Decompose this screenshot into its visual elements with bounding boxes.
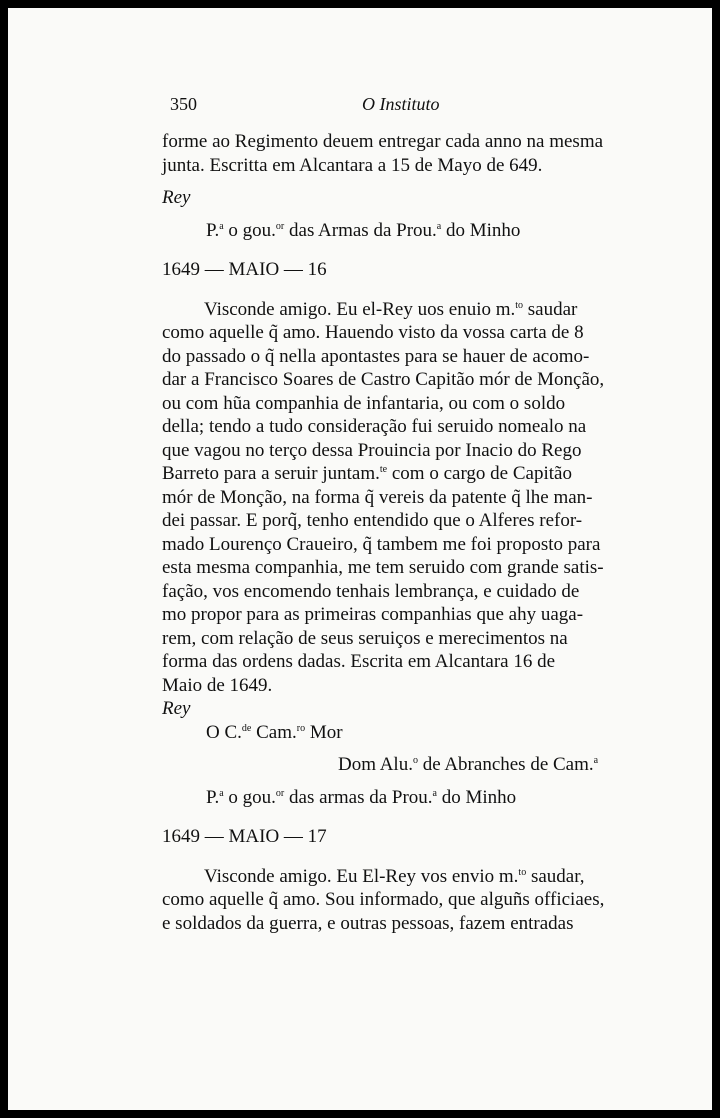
text-line: dar a Francisco Soares de Castro Capitão mór de Monção, (162, 369, 605, 390)
text-line: dei passar. E porq̃, tenho entendido que o Alferes refor- (162, 510, 583, 531)
text-line: junta. Escritta em Alcantara a 15 de Mayo de 649. (162, 154, 543, 176)
text-line: mór de Monção, na forma q̃ vereis da patente q̃ lhe man- (162, 486, 593, 508)
signatory-title: O C.$^{de}$ Cam.$^{ro}$ Mor (206, 721, 343, 743)
signatory-name: Dom Alu.$^o$ de Abranches de Cam.$^a$ (338, 754, 599, 775)
letter-date: 1649 — MAIO — 16 (162, 259, 327, 280)
page-number: 350 (170, 94, 197, 114)
body-text (162, 130, 640, 935)
signature-rey: Rey (162, 187, 191, 208)
text-line: ou com hũa companhia de infantaria, ou com o soldo (162, 392, 566, 414)
text-line: forma das ordens dadas. Escrita em Alcantara 16 de (162, 651, 556, 672)
text-line: como aquelle q̃ amo. Sou informado, que alguñs officiaes, (162, 889, 605, 910)
text-line: do passado o q̃ nella apontastes para se hauer de acomo- (162, 345, 590, 367)
running-title: O Instituto (362, 94, 440, 114)
text-line: fação, vos encomendo tenhais lembrança, e cuidado de (162, 580, 580, 602)
text-line: rem, com relação de seus seruiços e merecimentos na (162, 627, 568, 649)
text-line: mo propor para as primeiras companhias que ahy uaga- (162, 604, 584, 625)
page-header (170, 94, 650, 122)
letter-date: 1649 — MAIO — 17 (162, 826, 327, 847)
text-line: Visconde amigo. Eu El-Rey vos envio m.$^{to}$ saudar, (204, 865, 585, 887)
text-line: como aquelle q̃ amo. Hauendo visto da vossa carta de 8 (162, 322, 584, 343)
letter-body (162, 865, 640, 936)
text-line: e soldados da guerra, e outras pessoas, fazem entradas (162, 912, 574, 934)
signature-rey: Rey (162, 698, 191, 719)
text-line: mado Lourenço Craueiro, q̃ tambem me foi proposto para (162, 533, 601, 555)
text-line: esta mesma companhia, me tem seruido com grande satis- (162, 557, 604, 578)
text-line: forme ao Regimento deuem entregar cada anno na mesma (162, 131, 604, 152)
text-line: que vagou no terço dessa Prouincia por Inacio do Rego (162, 439, 582, 461)
letter-address: P.$^a$ o gou.$^{or}$ das armas da Prou.$^a$ do Minho (206, 786, 517, 808)
text-line: Visconde amigo. Eu el-Rey uos enuio m.$^{to}$ saudar (204, 298, 578, 320)
letter-body (162, 298, 640, 698)
text-line: della; tendo a tudo consideração fui seruido nomealo na (162, 416, 587, 437)
text-line: Maio de 1649. (162, 674, 273, 696)
letter-address: P.$^a$ o gou.$^{or}$ das Armas da Prou.$^a$ do Minho (206, 219, 521, 241)
text-line: Barreto para a seruir juntam.$^{te}$ com o cargo de Capitão (162, 463, 572, 484)
